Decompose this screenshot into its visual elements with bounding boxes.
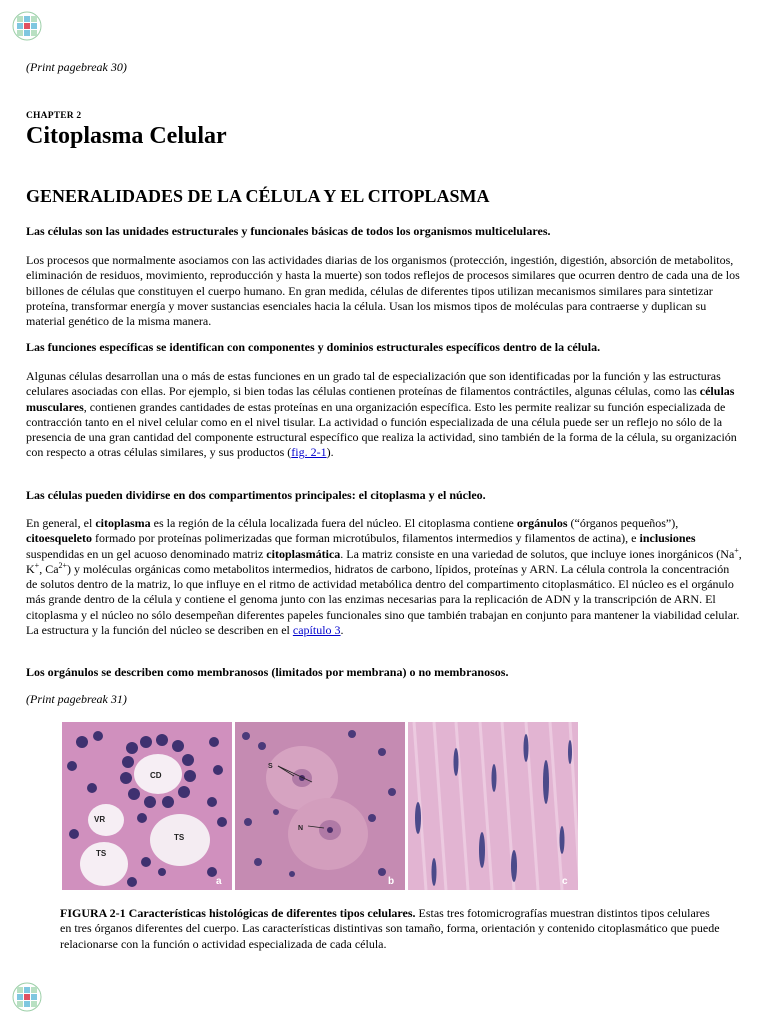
svg-text:VR: VR [94,815,106,824]
paragraph-specialization [26,369,742,461]
lead-statement-4: Los orgánulos se describen como membranosos (limitados por membrana) o no membranosos. [26,665,509,679]
figure-2-1-micrographs [62,722,578,890]
text: , K [26,546,742,576]
print-pagebreak-31: (Print pagebreak 31) [26,692,127,706]
text: , contienen grandes cantidades de estas proteínas en una organización específica. Esto les permite realizar su función especializada de contracción tanto en el nivel celular como en el nivel tisular. La actividad o función especializada de una célula puede ser un reflejo no sólo de la presencia de una gran cantidad del componente estructural específico que realiza la actividad, sino también de la forma de la célula, su organización con respecto a otras células similares, y sus productos ( [26,399,737,460]
svg-text:TS: TS [174,833,185,842]
print-pagebreak-30: (Print pagebreak 30) [26,60,127,74]
paragraph-cytoplasm [26,516,742,638]
svg-text:S: S [268,763,273,770]
lead-statement-1: Las células son las unidades estructurales y funcionales básicas de todos los organismos multicelulares. [26,224,551,238]
text: ). [326,445,334,460]
lead-statement-3: Las células pueden dividirse en dos compartimentos principales: el citoplasma y el núcleo. [26,488,486,502]
text: Algunas células desarrollan una o más de estas funciones en un grado tal de especialización que son identificadas por la función y las estructuras celulares asociadas con ellas. Por ejemplo, si bien todas las células contienen proteínas de filamentos contráctiles, algunas células, como las [26,369,721,399]
publisher-logo-icon [12,11,42,41]
svg-text:c: c [562,876,568,887]
publisher-logo-icon [12,982,42,1012]
term-citoplasmatica: citoplasmática [266,546,341,561]
chapter-label: CHAPTER 2 [26,111,82,121]
superscript: + [734,545,739,555]
chapter-title: Citoplasma Celular [26,123,227,149]
text: suspendidas en un gel acuoso denominado matriz [26,546,267,561]
text: formado por proteínas polimerizadas que forman microtúbulos, filamentos intermedios y filamentos de actina), e [91,531,640,546]
term-citoesqueleto: citoesqueleto [26,531,92,546]
caption-text: Estas tres fotomicrografías muestran distintos tipos celulares en tres órganos diferentes del cuerpo. Las características distintivas son tamaño, forma, orientación y contenido citoplasmático que puede relacionarse con la función o actividad especializada de cada célula. [60,906,720,951]
text: (“órganos pequeños”), [567,516,679,530]
svg-text:N: N [298,825,304,832]
micrograph-panel-a [62,722,232,890]
svg-text:TS: TS [96,849,107,858]
paragraph-processes: Los procesos que normalmente asociamos con las actividades diarias de los organismos (protección, ingestión, digestión, absorción de metabolitos, eliminación de residuos, movimiento, reproducción y hasta la muerte) son todos reflejos de procesos similares que ocurren dentro de cada una de los billones de células que constituyen el cuerpo humano. En gran medida, células de diferentes tipos utilizan mecanismos similares para sintetizar proteína, transformar energía y mover sustancias esenciales hacia la célula. Usan los mismos tipos de moléculas para contraerse y duplican su material genético de la misma manera. [26,253,740,329]
text: En general, el [26,516,96,530]
chapter-3-link[interactable]: capítulo 3 [292,623,341,638]
svg-text:a: a [216,876,222,887]
svg-text:b: b [388,876,395,887]
caption-title: FIGURA 2-1 Características histológicas de diferentes tipos celulares. [60,906,416,920]
text: . La matriz consiste en una variedad de solutos, que incluye iones inorgánicos (Na [340,546,735,561]
lead-statement-2: Las funciones específicas se identifican con componentes y dominios estructurales específicos dentro de la célula. [26,340,601,354]
figure-2-1-link[interactable]: fig. 2-1 [291,445,327,460]
micrograph-panel-b [235,722,405,890]
term-organulos: orgánulos [516,516,568,530]
section-title: GENERALIDADES DE LA CÉLULA Y EL CITOPLASMA [26,186,490,206]
superscript: 2+ [58,560,68,570]
svg-text:CD: CD [150,771,162,780]
superscript: + [34,560,40,570]
text: , Ca [39,561,59,576]
figure-caption [60,906,720,952]
text: . [340,623,344,638]
micrograph-panel-c [408,722,578,890]
text: ) y moléculas orgánicas como metabolitos intermedios, hidratos de carbono, lípidos, proteínas y ARN. La célula controla la concentración de solutos dentro de la matriz, lo que influye en el ritmo de actividad metabólica dentro del compartimento citoplasmático. El núcleo es el orgánulo más grande dentro de la célula y contiene el genoma junto con las enzimas necesarias para la replicación de ADN y la transcripción de ARN. El citoplasma y el núcleo no sólo desempeñan diferentes papeles funcionales sino que también trabajan en conjunto para mantener la viabilidad celular. La estructura y la función del núcleo se describen en el [26,561,740,638]
term-citoplasma: citoplasma [95,516,151,530]
term-muscle-cells: células musculares [26,384,735,414]
text: es la región de la célula localizada fuera del núcleo. El citoplasma contiene [150,516,517,530]
term-inclusiones: inclusiones [639,531,696,546]
